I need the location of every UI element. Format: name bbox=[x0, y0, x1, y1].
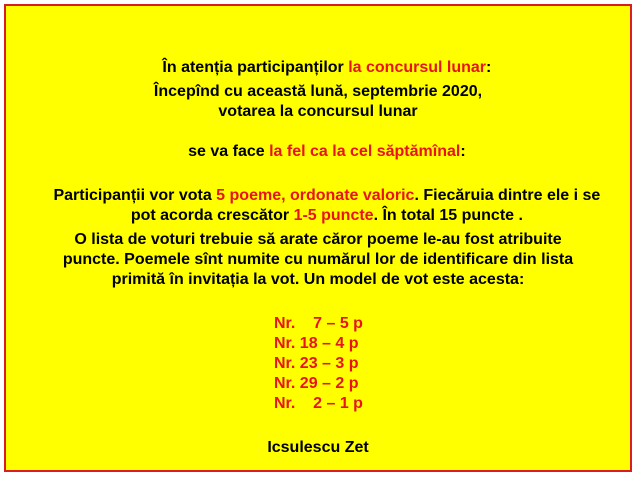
announcement-line-1: Începînd cu această lună, septembrie 2020, bbox=[153, 83, 483, 100]
explanation-line-3: primită în invitația la vot. Un model de vot este acesta: bbox=[111, 271, 525, 288]
rules-line-2-suffix: . În total 15 puncte . bbox=[373, 206, 523, 224]
rules-highlight-points: 1-5 puncte bbox=[293, 206, 374, 224]
example-vote-4: Nr. 29 – 2 p bbox=[274, 375, 359, 392]
header-suffix: : bbox=[486, 58, 492, 76]
example-vote-5: Nr. 2 – 1 p bbox=[274, 395, 363, 412]
signature: Icsulescu Zet bbox=[267, 439, 369, 456]
notice-panel bbox=[4, 4, 632, 472]
rules-highlight-poems: 5 poeme, ordonate valoric bbox=[216, 186, 415, 204]
rules-line-2-text: pot acorda crescător bbox=[130, 206, 294, 224]
header-text: În atenția participanților bbox=[162, 58, 349, 76]
rules-line-1-suffix: . Fiecăruia dintre ele i se bbox=[414, 186, 601, 204]
explanation-line-2: puncte. Poemele sînt numite cu numărul lor de identificare din lista bbox=[62, 251, 574, 268]
announcement-highlight: la fel ca la cel săptămînal bbox=[269, 142, 461, 160]
rules-line-1-text: Participanții vor vota bbox=[53, 186, 217, 204]
example-vote-1: Nr. 7 – 5 p bbox=[274, 315, 363, 332]
explanation-line-1: O lista de voturi trebuie să arate căror poeme le-au fost atribuite bbox=[74, 231, 562, 248]
announcement-line-2: votarea la concursul lunar bbox=[218, 103, 418, 120]
announcement-line-3-suffix: : bbox=[460, 142, 466, 160]
header-highlight: la concursul lunar bbox=[348, 58, 487, 76]
example-vote-3: Nr. 23 – 3 p bbox=[274, 355, 359, 372]
example-vote-2: Nr. 18 – 4 p bbox=[274, 335, 359, 352]
announcement-line-3-text: se va face bbox=[188, 142, 270, 160]
